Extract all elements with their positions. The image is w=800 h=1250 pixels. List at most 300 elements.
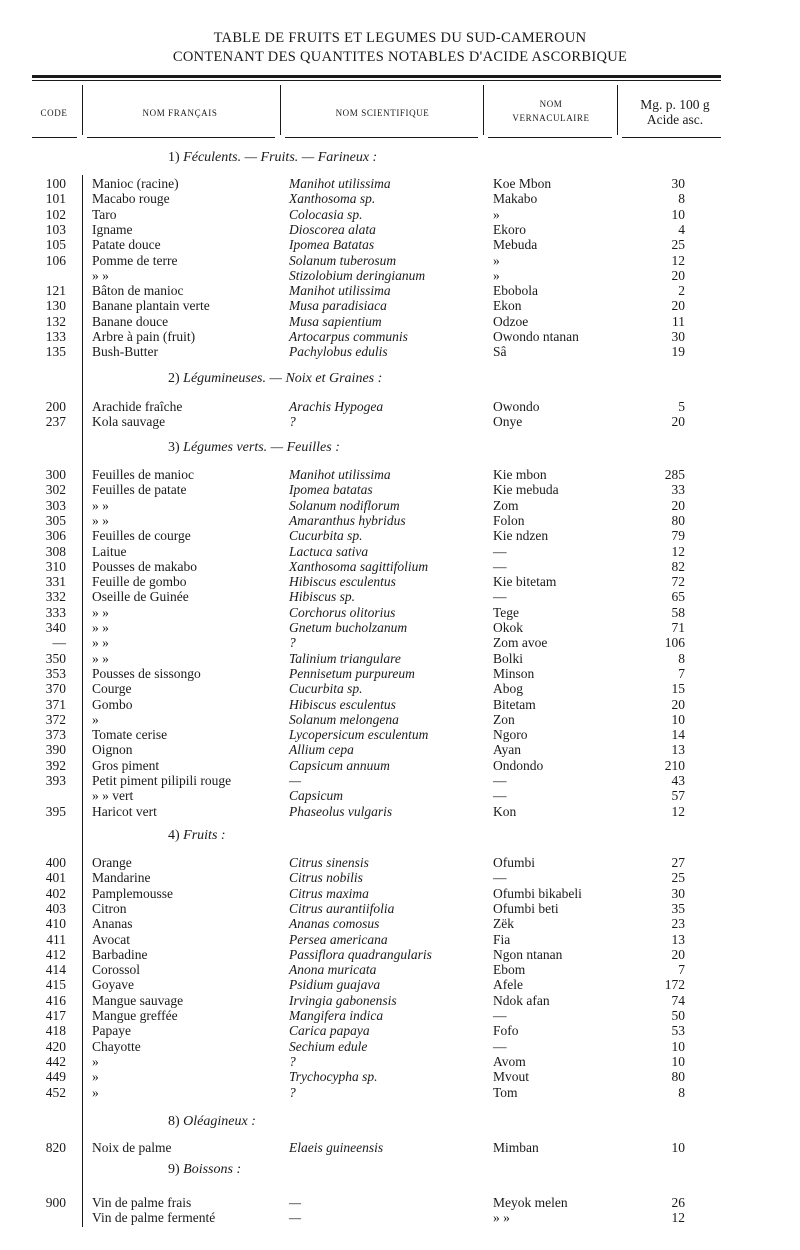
- table-row: [0, 544, 800, 559]
- nom-scientifique-cell: Carica papaya: [289, 1023, 370, 1039]
- nom-vernaculaire-cell: Mimban: [493, 1140, 539, 1155]
- nom-vernaculaire-cell: Bolki: [493, 650, 524, 666]
- mg-cell: 25: [671, 237, 685, 253]
- mg-cell: 50: [671, 1008, 685, 1023]
- table-row: [0, 788, 800, 803]
- table-row: [0, 773, 800, 788]
- mg-cell: 285: [664, 467, 685, 482]
- nom-scientifique-cell: Manihot utilissima: [289, 467, 391, 482]
- nom-scientifique-cell: Xanthosoma sp.: [289, 191, 376, 207]
- section-name: Boissons :: [183, 1162, 242, 1177]
- section-number: 3): [168, 440, 184, 455]
- code-cell: 370: [45, 681, 66, 697]
- mg-cell: 10: [671, 206, 685, 222]
- nom-scientifique-cell: Gnetum bucholzanum: [289, 620, 408, 635]
- header-rule-code: [32, 137, 77, 138]
- nom-scientifique-cell: Trychocypha sp.: [289, 1069, 378, 1085]
- mg-cell: 74: [671, 992, 685, 1008]
- nom-vernaculaire-cell: Ebobola: [493, 283, 538, 299]
- nom-vernaculaire-cell: Ekoro: [493, 221, 526, 237]
- nom-francais-cell: Courge: [92, 681, 132, 697]
- table-row: [0, 1039, 800, 1054]
- nom-scientifique-cell: Citrus aurantiifolia: [289, 900, 395, 916]
- nom-scientifique-cell: Citrus maxima: [289, 885, 369, 901]
- nom-francais-cell: Feuilles de courge: [92, 528, 191, 544]
- mg-cell: 10: [671, 1053, 685, 1069]
- table-row: [0, 1008, 800, 1023]
- nom-francais-cell: Ananas: [92, 916, 133, 932]
- header-nom-scientifique: NOM SCIENTIFIQUE: [335, 108, 430, 118]
- code-cell: 418: [45, 1023, 66, 1039]
- nom-vernaculaire-cell: Tom: [493, 1084, 518, 1100]
- nom-francais-cell: Vin de palme frais: [92, 1195, 192, 1210]
- nom-vernaculaire-cell: »: [493, 252, 500, 268]
- nom-vernaculaire-cell: Mvout: [493, 1069, 530, 1085]
- nom-vernaculaire-cell: Zom: [493, 497, 519, 513]
- mg-cell: 8: [678, 191, 685, 207]
- table-row: [0, 605, 800, 620]
- nom-vernaculaire-cell: Odzoe: [493, 313, 529, 329]
- nom-scientifique-cell: Manihot utilissima: [289, 283, 391, 299]
- code-cell: 103: [45, 221, 66, 237]
- mg-cell: 71: [671, 620, 685, 635]
- table-row: [0, 589, 800, 604]
- nom-vernaculaire-cell: Ngon ntanan: [493, 946, 563, 962]
- mg-cell: 13: [671, 742, 685, 758]
- mg-cell: 106: [664, 635, 685, 651]
- nom-scientifique-cell: Hibiscus esculentus: [289, 574, 396, 590]
- mg-cell: 30: [671, 885, 685, 901]
- code-cell: 308: [45, 543, 66, 559]
- nom-vernaculaire-cell: Owondo ntanan: [493, 329, 579, 344]
- code-cell: 371: [45, 696, 66, 712]
- table-row: [0, 298, 800, 313]
- mg-cell: 7: [678, 665, 685, 681]
- header-separator-1: [82, 85, 83, 135]
- nom-francais-cell: Orange: [92, 855, 132, 870]
- section-number: 9): [168, 1162, 184, 1177]
- nom-francais-cell: »: [92, 1053, 99, 1069]
- table-row: [0, 947, 800, 962]
- table-row: [0, 237, 800, 252]
- nom-scientifique-cell: Lactuca sativa: [289, 543, 369, 559]
- nom-scientifique-cell: Pennisetum purpureum: [289, 665, 415, 681]
- mg-cell: 7: [678, 962, 685, 978]
- table-row: [0, 399, 800, 414]
- section-subtitle: — Fruits. — Farineux :: [241, 150, 378, 165]
- table-row: [0, 666, 800, 681]
- nom-francais-cell: Citron: [92, 900, 127, 916]
- nom-francais-cell: » »: [92, 604, 109, 620]
- table-row: [0, 498, 800, 513]
- nom-vernaculaire-cell: Okok: [493, 620, 523, 635]
- nom-francais-cell: Tomate cerise: [92, 727, 168, 743]
- table-row: [0, 932, 800, 947]
- nom-vernaculaire-cell: Kie mebuda: [493, 482, 559, 498]
- section-number: 2): [168, 371, 184, 386]
- table-row: [0, 1195, 800, 1210]
- table-row: [0, 559, 800, 574]
- table-row: [0, 804, 800, 819]
- table-row: [0, 651, 800, 666]
- nom-vernaculaire-cell: Kie mbon: [493, 467, 547, 482]
- code-cell: 333: [45, 604, 66, 620]
- code-cell: 130: [45, 298, 66, 314]
- mg-cell: 172: [664, 977, 685, 993]
- nom-francais-cell: » »: [92, 650, 109, 666]
- top-rule-thick: [32, 75, 721, 78]
- code-cell: 401: [45, 870, 66, 886]
- nom-francais-cell: Banane plantain verte: [92, 298, 210, 314]
- table-row: [0, 1210, 800, 1225]
- nom-vernaculaire-cell: Onye: [493, 414, 523, 430]
- code-cell: 402: [45, 885, 66, 901]
- section-heading-text: [168, 371, 382, 387]
- table-row: [0, 962, 800, 977]
- nom-scientifique-cell: ?: [289, 635, 296, 651]
- nom-francais-cell: Corossol: [92, 962, 141, 978]
- nom-vernaculaire-cell: Fia: [493, 931, 511, 947]
- nom-scientifique-cell: Dioscorea alata: [289, 221, 376, 237]
- mg-cell: 25: [671, 870, 685, 886]
- nom-vernaculaire-cell: Koe Mbon: [493, 176, 552, 191]
- code-cell: 416: [45, 992, 66, 1008]
- nom-scientifique-cell: Solanum melongena: [289, 711, 399, 727]
- code-cell: 105: [45, 237, 66, 253]
- section-name: Féculents.: [183, 150, 242, 165]
- nom-scientifique-cell: Pachylobus edulis: [289, 344, 388, 360]
- section-name: Légumineuses.: [183, 371, 266, 386]
- mg-cell: 10: [671, 1038, 685, 1054]
- nom-scientifique-cell: Manihot utilissima: [289, 176, 391, 191]
- table-row: [0, 977, 800, 992]
- nom-scientifique-cell: Elaeis guineensis: [289, 1140, 384, 1155]
- mg-cell: 12: [671, 803, 685, 819]
- nom-francais-cell: Banane douce: [92, 313, 169, 329]
- mg-cell: 80: [671, 512, 685, 528]
- code-cell: 392: [45, 757, 66, 773]
- nom-francais-cell: Manioc (racine): [92, 176, 179, 191]
- nom-vernaculaire-cell: Sâ: [493, 344, 507, 360]
- nom-vernaculaire-cell: Meyok melen: [493, 1195, 568, 1210]
- nom-francais-cell: Gombo: [92, 696, 133, 712]
- header-rule-scientifique: [285, 137, 478, 138]
- code-cell: 353: [45, 665, 66, 681]
- nom-francais-cell: » »: [92, 512, 109, 528]
- mg-cell: 15: [671, 681, 685, 697]
- table-row: [0, 268, 800, 283]
- table-row: [0, 635, 800, 650]
- header-separator-3: [483, 85, 484, 135]
- mg-cell: 30: [671, 329, 685, 344]
- nom-francais-cell: »: [92, 1084, 99, 1100]
- mg-cell: 8: [678, 1084, 685, 1100]
- section-name: Légumes verts.: [183, 440, 268, 455]
- nom-vernaculaire-cell: Zom avoe: [493, 635, 548, 651]
- nom-vernaculaire-cell: Afele: [493, 977, 523, 993]
- nom-scientifique-cell: Cucurbita sp.: [289, 681, 363, 697]
- nom-francais-cell: Macabo rouge: [92, 191, 170, 207]
- code-cell: 303: [45, 497, 66, 513]
- nom-vernaculaire-cell: Mebuda: [493, 237, 538, 253]
- nom-vernaculaire-cell: Zëk: [493, 916, 514, 932]
- table-row: [0, 742, 800, 757]
- section-number: 1): [168, 150, 184, 165]
- table-row: [0, 681, 800, 696]
- table-row: [0, 1054, 800, 1069]
- section-name: Fruits :: [183, 828, 226, 843]
- nom-scientifique-cell: Citrus nobilis: [289, 870, 363, 886]
- nom-scientifique-cell: Capsicum: [289, 788, 343, 804]
- table-row: [0, 253, 800, 268]
- nom-francais-cell: Oignon: [92, 742, 133, 758]
- mg-cell: 11: [672, 313, 685, 329]
- mg-cell: 14: [671, 727, 685, 743]
- nom-scientifique-cell: Allium cepa: [289, 742, 354, 758]
- mg-cell: 8: [678, 650, 685, 666]
- section-heading-text: [168, 440, 340, 456]
- header-separator-4: [617, 85, 618, 135]
- nom-vernaculaire-cell: Bitetam: [493, 696, 536, 712]
- table-title: TABLE DE FRUITS ET LEGUMES DU SUD-CAMEROUN: [213, 30, 587, 46]
- mg-cell: 12: [671, 1210, 685, 1226]
- code-cell: 442: [45, 1053, 66, 1069]
- mg-cell: 43: [671, 773, 685, 788]
- mg-cell: 27: [671, 855, 685, 870]
- code-cell: 133: [45, 329, 66, 344]
- mg-cell: 57: [671, 788, 685, 804]
- table-row: [0, 1069, 800, 1084]
- mg-cell: 20: [671, 267, 685, 283]
- table-row: [0, 886, 800, 901]
- nom-vernaculaire-cell: Abog: [493, 681, 523, 697]
- table-row: [0, 482, 800, 497]
- header-nom-francais: NOM FRANÇAIS: [142, 108, 218, 118]
- nom-vernaculaire-cell: Ngoro: [493, 727, 528, 743]
- table-row: [0, 467, 800, 482]
- nom-vernaculaire-cell: Fofo: [493, 1023, 519, 1039]
- table-row: [0, 916, 800, 931]
- section-heading-text: [168, 1114, 256, 1130]
- header-rule-mg: [622, 137, 721, 138]
- nom-francais-cell: Chayotte: [92, 1038, 141, 1054]
- code-cell: 331: [45, 574, 66, 590]
- header-mg-1: Mg. p. 100 g: [640, 97, 710, 112]
- nom-francais-cell: Igname: [92, 221, 133, 237]
- header-code: CODE: [40, 108, 68, 118]
- table-row: [0, 993, 800, 1008]
- nom-francais-cell: Goyave: [92, 977, 134, 993]
- nom-scientifique-cell: Musa paradisiaca: [289, 298, 387, 314]
- code-cell: 332: [45, 589, 66, 605]
- table-row: [0, 207, 800, 222]
- nom-scientifique-cell: Sechium edule: [289, 1038, 368, 1054]
- table-subtitle: CONTENANT DES QUANTITES NOTABLES D'ACIDE ASCORBIQUE: [172, 49, 628, 65]
- code-cell: 390: [45, 742, 66, 758]
- code-cell: 420: [45, 1038, 66, 1054]
- nom-francais-cell: Bâton de manioc: [92, 283, 184, 299]
- nom-scientifique-cell: Stizolobium deringianum: [289, 267, 426, 283]
- mg-cell: 20: [671, 497, 685, 513]
- mg-cell: 10: [671, 711, 685, 727]
- nom-vernaculaire-cell: Ekon: [493, 298, 522, 314]
- code-cell: 305: [45, 512, 66, 528]
- table-row: [0, 1140, 800, 1155]
- mg-cell: 12: [671, 252, 685, 268]
- nom-vernaculaire-cell: Kon: [493, 803, 517, 819]
- nom-vernaculaire-cell: Ofumbi bikabeli: [493, 885, 582, 901]
- mg-cell: 35: [671, 900, 685, 916]
- nom-vernaculaire-cell: Ndok afan: [493, 992, 550, 1008]
- section-heading-text: [168, 150, 377, 166]
- code-cell: 900: [45, 1195, 66, 1210]
- nom-vernaculaire-cell: —: [493, 1038, 507, 1054]
- code-cell: 414: [45, 962, 66, 978]
- nom-francais-cell: Mangue sauvage: [92, 992, 184, 1008]
- nom-francais-cell: Laitue: [92, 543, 127, 559]
- nom-vernaculaire-cell: Tege: [493, 604, 520, 620]
- header-nom-vernaculaire-1: NOM: [539, 99, 563, 109]
- mg-cell: 19: [671, 344, 685, 360]
- mg-cell: 82: [671, 558, 685, 574]
- nom-vernaculaire-cell: Makabo: [493, 191, 538, 207]
- nom-scientifique-cell: Ananas comosus: [289, 916, 380, 932]
- nom-francais-cell: » »: [92, 620, 109, 635]
- code-cell: 102: [45, 206, 66, 222]
- nom-francais-cell: »: [92, 711, 99, 727]
- nom-vernaculaire-cell: » »: [493, 1210, 510, 1226]
- code-cell: 300: [45, 467, 66, 482]
- code-cell: 135: [45, 344, 66, 360]
- mg-cell: 79: [671, 528, 685, 544]
- nom-scientifique-cell: Artocarpus communis: [289, 329, 408, 344]
- nom-scientifique-cell: Passiflora quadrangularis: [289, 946, 432, 962]
- table-row: [0, 283, 800, 298]
- code-cell: —: [52, 635, 66, 651]
- nom-francais-cell: Patate douce: [92, 237, 161, 253]
- nom-scientifique-cell: —: [289, 773, 302, 788]
- section-number: 8): [168, 1114, 184, 1129]
- code-cell: 417: [45, 1008, 66, 1023]
- table-row: [0, 191, 800, 206]
- nom-scientifique-cell: Colocasia sp.: [289, 206, 363, 222]
- mg-cell: 23: [671, 916, 685, 932]
- nom-vernaculaire-cell: Folon: [493, 512, 525, 528]
- code-cell: 340: [45, 620, 66, 635]
- table-row: [0, 513, 800, 528]
- code-cell: 100: [45, 176, 66, 191]
- table-row: [0, 414, 800, 429]
- header-rule-vernaculaire: [488, 137, 612, 138]
- table-row: [0, 620, 800, 635]
- nom-francais-cell: Mangue greffée: [92, 1008, 178, 1023]
- nom-scientifique-cell: —: [289, 1195, 302, 1210]
- section-subtitle: — Feuilles :: [267, 440, 340, 455]
- nom-scientifique-cell: Arachis Hypogea: [289, 399, 384, 414]
- table-row: [0, 870, 800, 885]
- nom-francais-cell: Feuille de gombo: [92, 574, 187, 590]
- nom-scientifique-cell: Anona muricata: [289, 962, 377, 978]
- table-row: [0, 314, 800, 329]
- nom-vernaculaire-cell: Minson: [493, 665, 535, 681]
- nom-francais-cell: » »: [92, 497, 109, 513]
- table-row: [0, 222, 800, 237]
- nom-francais-cell: Feuilles de patate: [92, 482, 187, 498]
- nom-francais-cell: Vin de palme fermenté: [92, 1210, 216, 1226]
- nom-vernaculaire-cell: »: [493, 267, 500, 283]
- code-cell: 200: [45, 399, 66, 414]
- nom-scientifique-cell: Musa sapientium: [289, 313, 382, 329]
- table-row: [0, 855, 800, 870]
- nom-scientifique-cell: Talinium triangulare: [289, 650, 401, 666]
- mg-cell: 30: [671, 176, 685, 191]
- code-cell: 373: [45, 727, 66, 743]
- nom-scientifique-cell: Hibiscus esculentus: [289, 696, 396, 712]
- nom-francais-cell: Mandarine: [92, 870, 151, 886]
- mg-cell: 210: [664, 757, 685, 773]
- code-cell: 395: [45, 803, 66, 819]
- nom-vernaculaire-cell: Zon: [493, 711, 515, 727]
- nom-vernaculaire-cell: —: [493, 870, 507, 886]
- nom-francais-cell: Feuilles de manioc: [92, 467, 194, 482]
- code-cell: 820: [45, 1140, 66, 1155]
- table-row: [0, 1085, 800, 1100]
- table-row: [0, 727, 800, 742]
- nom-francais-cell: Gros piment: [92, 757, 160, 773]
- code-cell: 132: [45, 313, 66, 329]
- code-cell: 350: [45, 650, 66, 666]
- table-row: [0, 176, 800, 191]
- nom-francais-cell: Pousses de makabo: [92, 558, 197, 574]
- nom-vernaculaire-cell: Ebom: [493, 962, 526, 978]
- nom-scientifique-cell: ?: [289, 1053, 296, 1069]
- code-cell: 410: [45, 916, 66, 932]
- code-cell: 106: [45, 252, 66, 268]
- top-rule-thin: [32, 80, 721, 81]
- mg-cell: 20: [671, 414, 685, 430]
- table-row: [0, 712, 800, 727]
- mg-cell: 13: [671, 931, 685, 947]
- section-heading-text: [168, 1162, 241, 1178]
- header-separator-2: [280, 85, 281, 135]
- mg-cell: 10: [671, 1140, 685, 1155]
- nom-francais-cell: Papaye: [92, 1023, 131, 1039]
- nom-francais-cell: Kola sauvage: [92, 414, 166, 430]
- code-cell: 121: [45, 283, 66, 299]
- table-row: [0, 1023, 800, 1038]
- nom-vernaculaire-cell: Ofumbi beti: [493, 900, 559, 916]
- mg-cell: 20: [671, 298, 685, 314]
- nom-vernaculaire-cell: Ayan: [493, 742, 522, 758]
- code-cell: 302: [45, 482, 66, 498]
- nom-scientifique-cell: Solanum nodiflorum: [289, 497, 400, 513]
- nom-scientifique-cell: Amaranthus hybridus: [289, 512, 406, 528]
- nom-scientifique-cell: ?: [289, 1084, 296, 1100]
- nom-scientifique-cell: Solanum tuberosum: [289, 252, 397, 268]
- header-rule-francais: [87, 137, 275, 138]
- nom-scientifique-cell: Phaseolus vulgaris: [289, 803, 393, 819]
- nom-scientifique-cell: Cucurbita sp.: [289, 528, 363, 544]
- header-nom-vernaculaire-2: VERNACULAIRE: [512, 113, 590, 123]
- nom-francais-cell: Arachide fraîche: [92, 399, 183, 414]
- nom-scientifique-cell: Irvingia gabonensis: [289, 992, 397, 1008]
- section-subtitle: — Noix et Graines :: [266, 371, 383, 386]
- mg-cell: 53: [671, 1023, 685, 1039]
- nom-vernaculaire-cell: —: [493, 773, 507, 788]
- mg-cell: 20: [671, 946, 685, 962]
- nom-vernaculaire-cell: —: [493, 589, 507, 605]
- nom-francais-cell: Pomme de terre: [92, 252, 178, 268]
